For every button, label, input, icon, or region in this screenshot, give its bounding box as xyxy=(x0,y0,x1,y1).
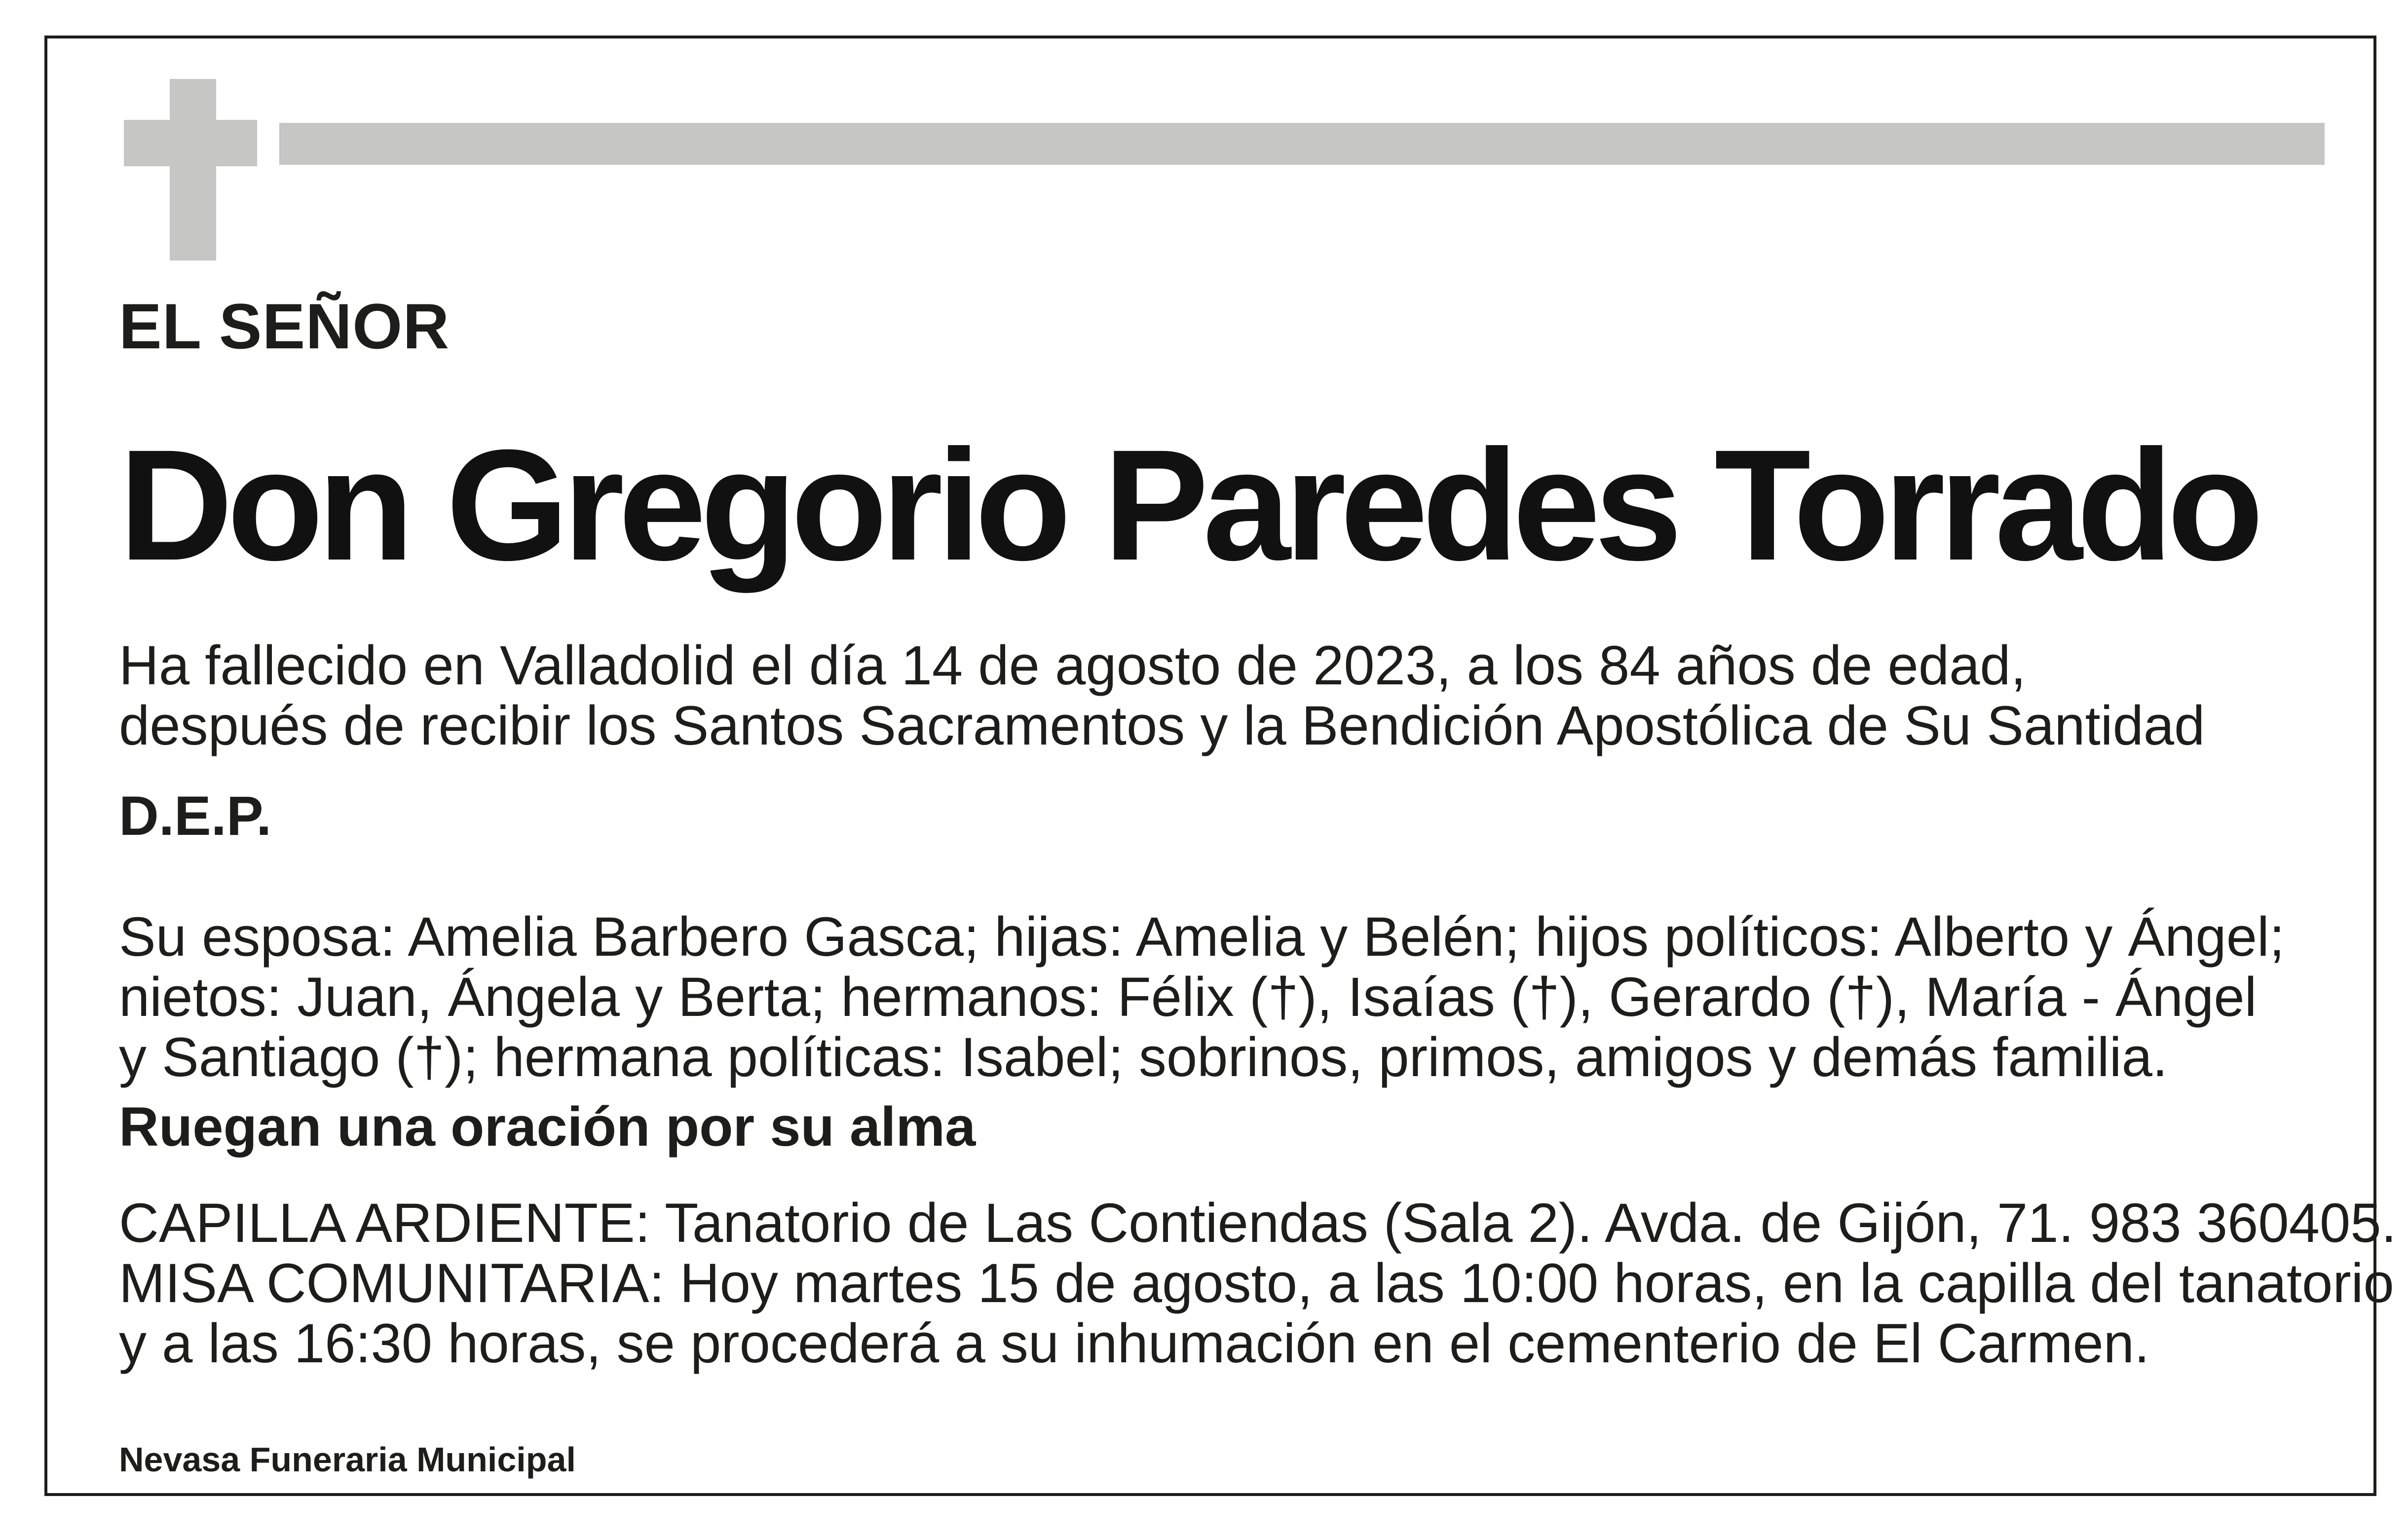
deceased-name: Don Gregorio Paredes Torrado xyxy=(119,416,2258,593)
dep-label: D.E.P. xyxy=(119,785,272,847)
family-list xyxy=(119,907,2285,1087)
service-details xyxy=(119,1193,2397,1374)
death-notice xyxy=(119,636,2205,756)
funeral-home: Nevasa Funeraria Municipal xyxy=(119,1440,576,1479)
family-line: Su esposa: Amelia Barbero Gasca; hijas: Amelia y Belén; hijos políticos: Alberto y Ángel; xyxy=(119,906,2285,968)
family-line: nietos: Juan, Ángela y Berta; hermanos: Félix (†), Isaías (†), Gerardo (†), María - Ángel xyxy=(119,966,2257,1028)
service-line: MISA COMUNITARIA: Hoy martes 15 de agosto, a las 10:00 horas, en la capilla del tanatorio xyxy=(119,1252,2394,1314)
service-line: y a las 16:30 horas, se procederá a su inhumación en el cementerio de El Carmen. xyxy=(119,1312,2150,1374)
family-line: y Santiago (†); hermana políticas: Isabel; sobrinos, primos, amigos y demás familia. xyxy=(119,1026,2168,1088)
death-notice-line: después de recibir los Santos Sacramentos y la Bendición Apostólica de Su Santidad xyxy=(119,695,2205,756)
obituary-notice xyxy=(44,36,2397,1496)
honorific: EL SEÑOR xyxy=(119,290,450,362)
prayer-request: Ruegan una oración por su alma xyxy=(119,1096,976,1158)
service-line: CAPILLA ARDIENTE: Tanatorio de Las Contiendas (Sala 2). Avda. de Gijón, 71. 983 360405. xyxy=(119,1192,2397,1254)
death-notice-line: Ha fallecido en Valladolid el día 14 de agosto de 2023, a los 84 años de edad, xyxy=(119,635,2026,696)
header-rule xyxy=(279,123,2325,165)
